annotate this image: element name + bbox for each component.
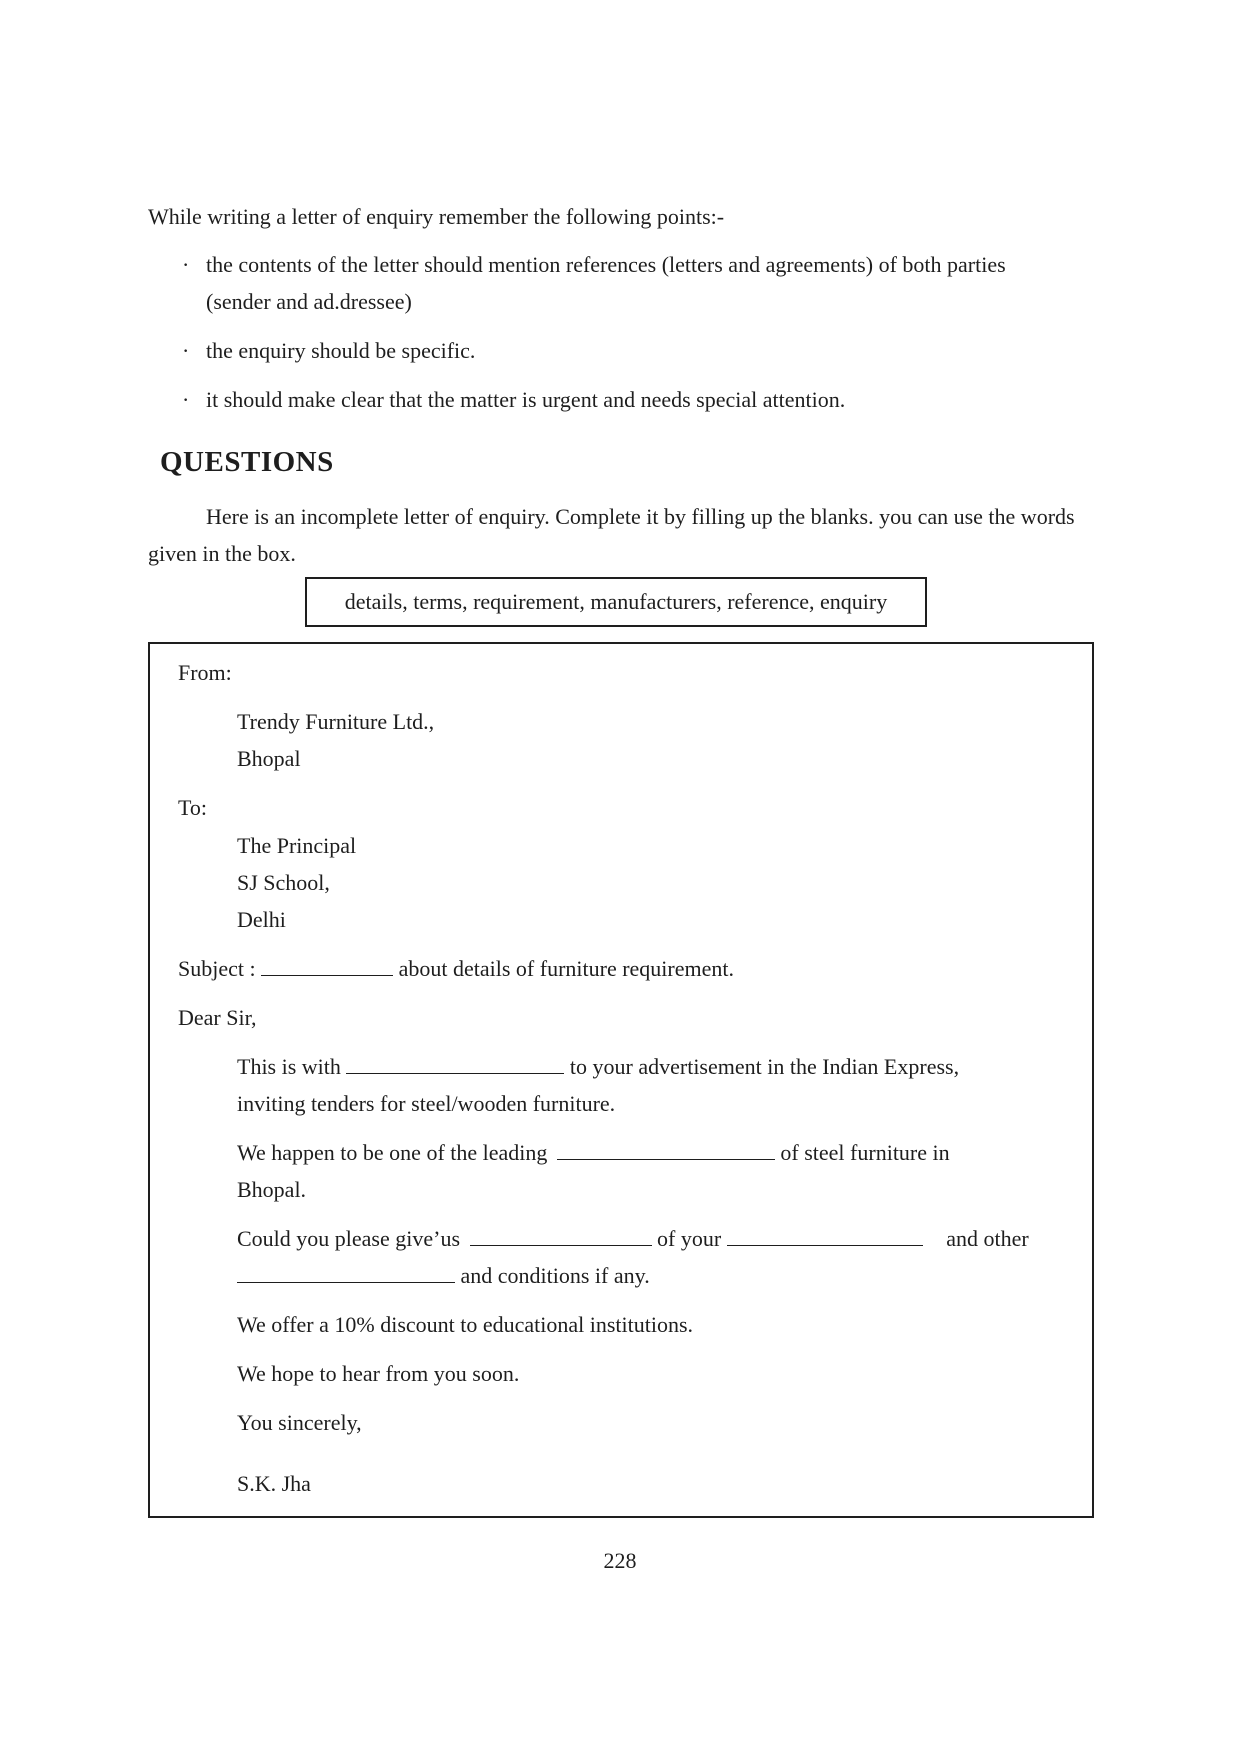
para-1-line-1 xyxy=(237,1048,959,1085)
from-line: Trendy Furniture Ltd., xyxy=(237,709,435,734)
para-3-end: and other xyxy=(946,1226,1029,1251)
blank-1[interactable] xyxy=(346,1051,564,1074)
from-label: From: xyxy=(178,660,232,685)
to-label: To: xyxy=(178,795,208,820)
para-3-mid: of your xyxy=(657,1226,722,1251)
letter-box xyxy=(148,642,1094,1518)
para-2-line-1 xyxy=(237,1134,950,1171)
word-box: details, terms, requirement, manufacturers, reference, enquiry xyxy=(305,577,927,627)
blank-2[interactable] xyxy=(557,1137,775,1160)
bullet-dot: · xyxy=(182,387,190,412)
closing: You sincerely, xyxy=(237,1410,362,1435)
subject-label: Subject : xyxy=(178,956,256,981)
salutation: Dear Sir, xyxy=(178,1005,257,1030)
list-item xyxy=(182,381,1097,418)
signature: S.K. Jha xyxy=(237,1471,311,1496)
to-line: SJ School, xyxy=(237,870,330,895)
para-2-start: We happen to be one of the leading xyxy=(237,1140,548,1165)
para-3-start: Could you please give’us xyxy=(237,1226,461,1251)
para-3-line-2 xyxy=(237,1257,650,1294)
para-4: We offer a 10% discount to educational institutions. xyxy=(237,1312,694,1337)
question-instruction: Here is an incomplete letter of enquiry. Complete it by filling up the blanks. you can use the words given in the box. xyxy=(148,504,1075,566)
bullet-dot: · xyxy=(182,338,190,363)
subject-line xyxy=(178,950,734,987)
intro-text: While writing a letter of enquiry remember the following points:- xyxy=(148,204,725,229)
list-item xyxy=(182,332,1097,369)
list-item xyxy=(182,246,1097,320)
subject-text: about details of furniture requirement. xyxy=(398,956,734,981)
to-line: The Principal xyxy=(237,833,357,858)
bullet-text: the enquiry should be specific. xyxy=(206,338,476,363)
bullet-text: the contents of the letter should mention references (letters and agreements) of both parties xyxy=(206,252,1006,277)
para-1-end: to your advertisement in the Indian Express, xyxy=(569,1054,960,1079)
bullet-text: it should make clear that the matter is urgent and needs special attention. xyxy=(206,387,846,412)
to-line: Delhi xyxy=(237,907,286,932)
bullet-text-cont: (sender and ad.dressee) xyxy=(206,289,412,314)
blank-5[interactable] xyxy=(237,1260,455,1283)
questions-heading: QUESTIONS xyxy=(160,446,334,478)
para-3-line-1 xyxy=(237,1220,1029,1257)
blank-3[interactable] xyxy=(470,1223,652,1246)
bullet-dot: · xyxy=(182,252,190,277)
points-list xyxy=(182,246,1097,430)
para-2-end: of steel furniture in xyxy=(780,1140,950,1165)
page-number: 228 xyxy=(603,1548,637,1573)
para-5: We hope to hear from you soon. xyxy=(237,1361,520,1386)
para-3-line-2-end: and conditions if any. xyxy=(460,1263,650,1288)
from-line: Bhopal xyxy=(237,746,301,771)
blank-4[interactable] xyxy=(727,1223,923,1246)
blank-subject[interactable] xyxy=(261,953,393,976)
para-2-line-2: Bhopal. xyxy=(237,1177,307,1202)
para-1-start: This is with xyxy=(237,1054,341,1079)
para-1-line-2: inviting tenders for steel/wooden furniture. xyxy=(237,1091,616,1116)
